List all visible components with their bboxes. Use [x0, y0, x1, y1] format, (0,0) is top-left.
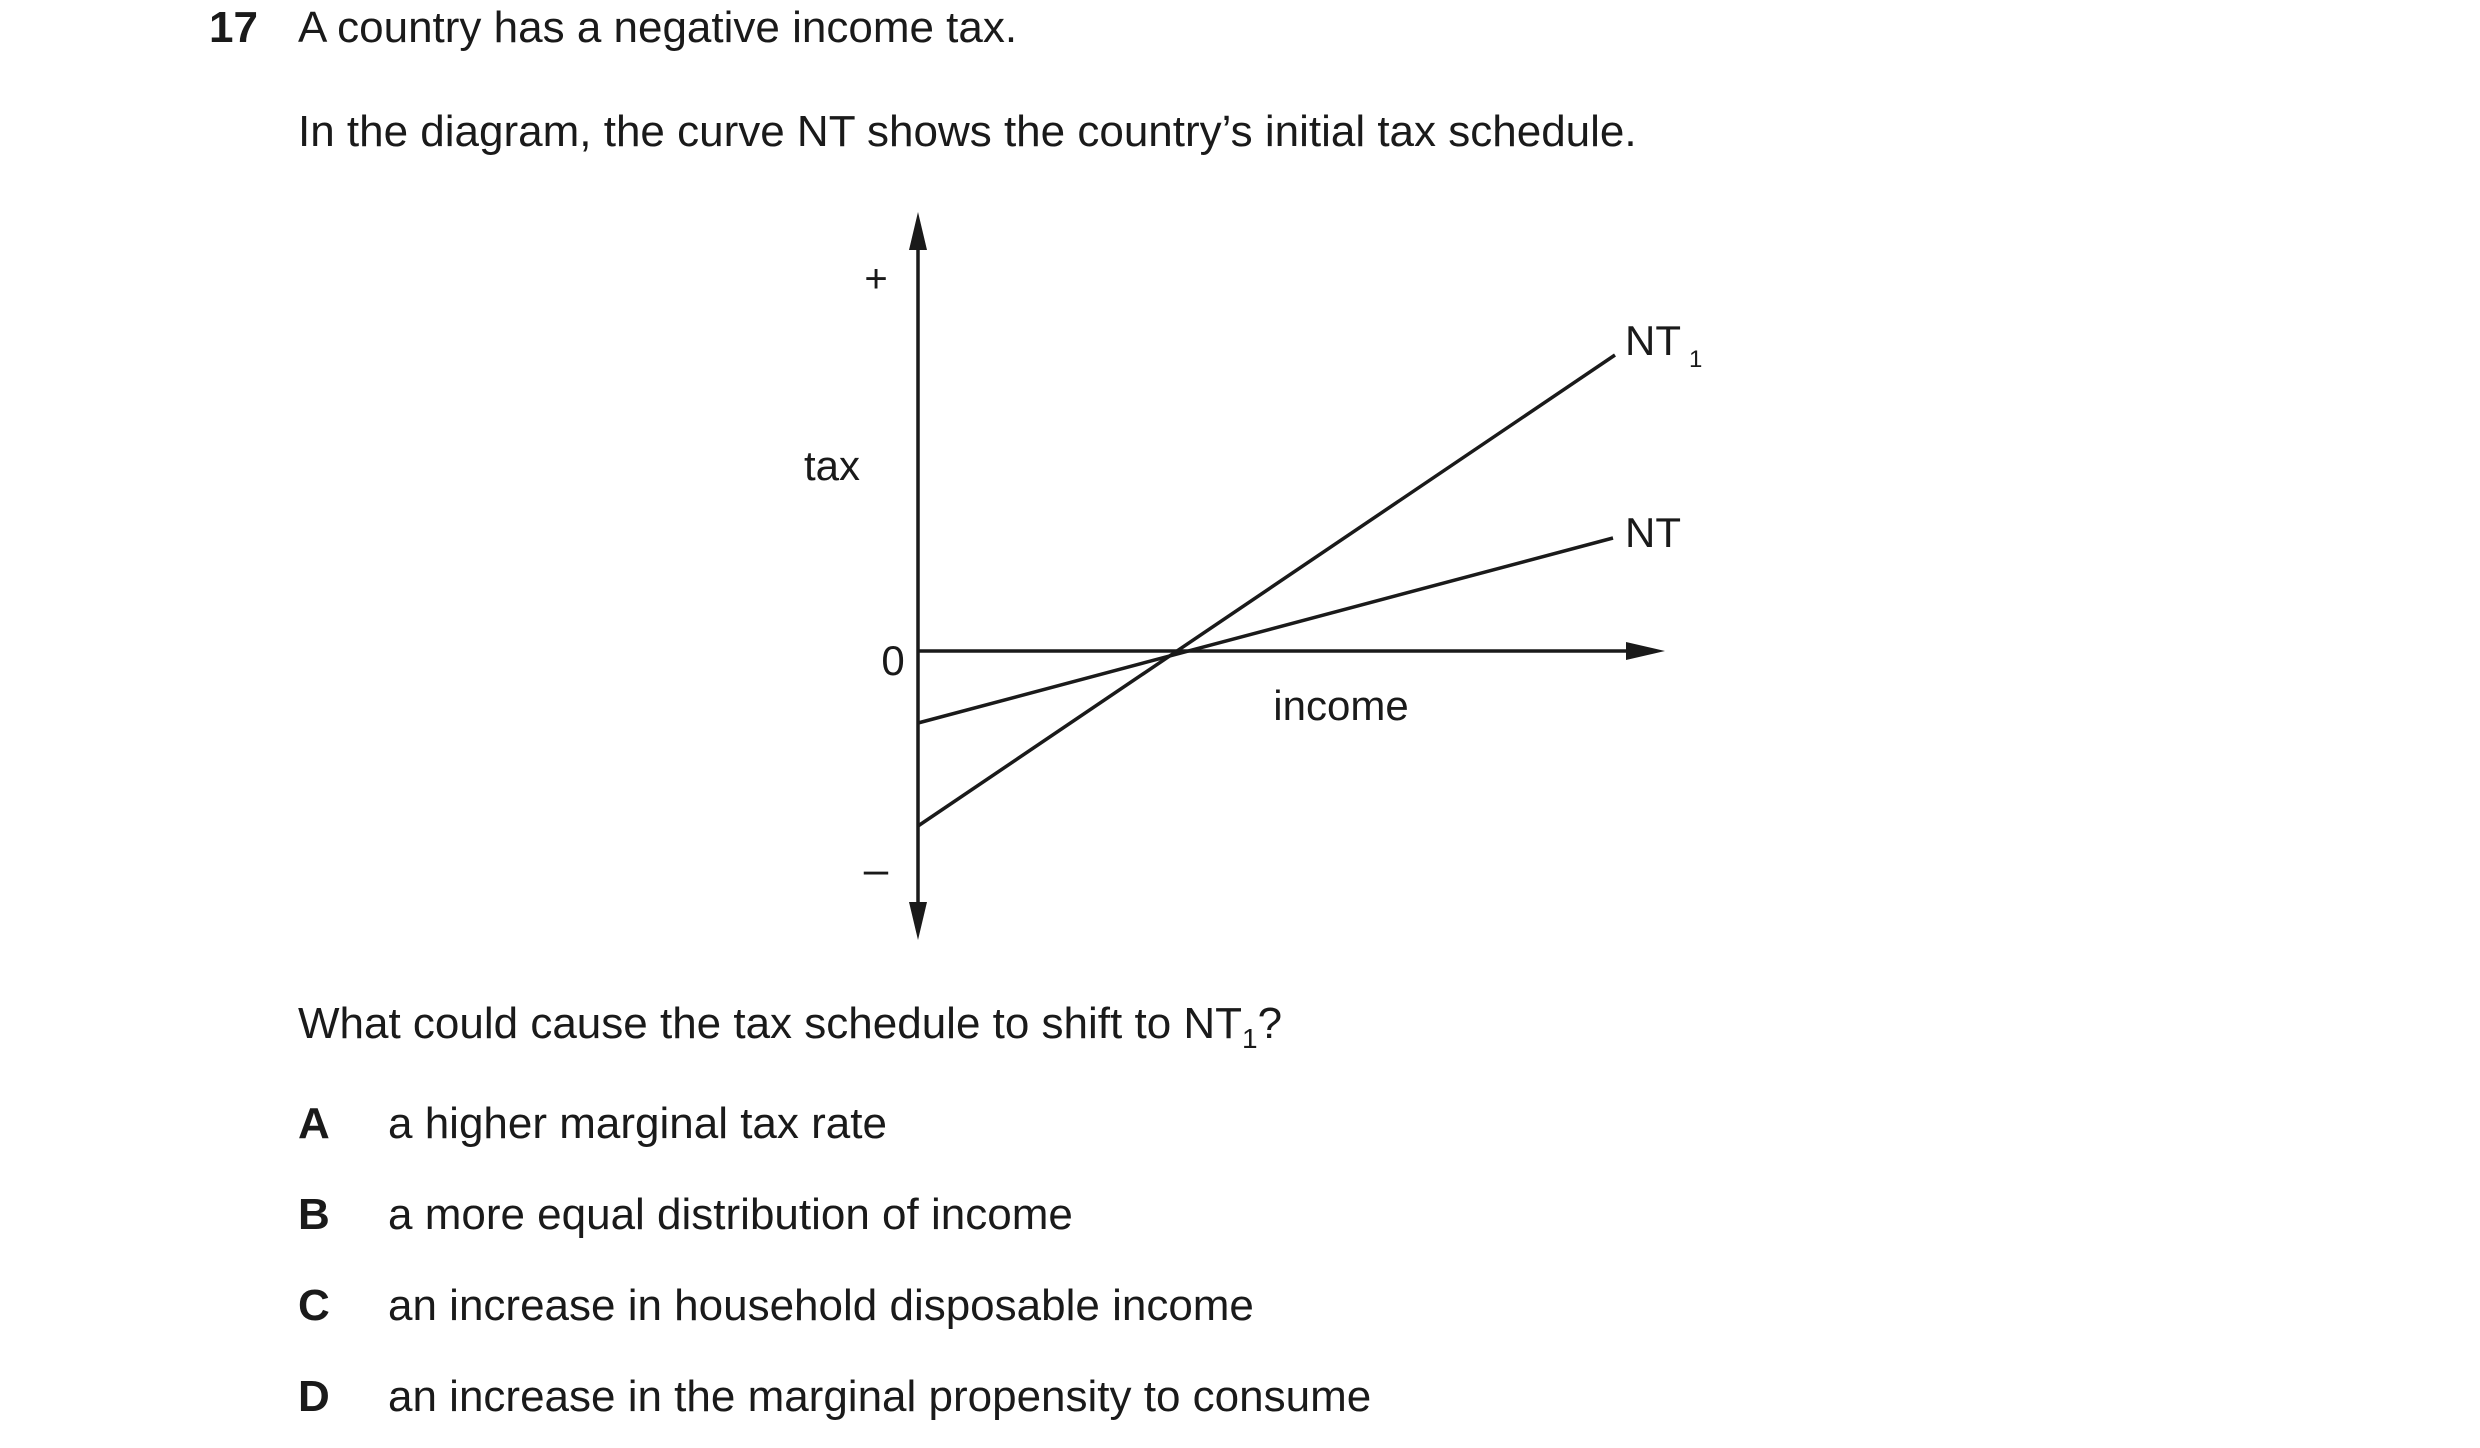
option-text: a more equal distribution of income — [388, 1190, 1073, 1239]
question-stem-line-2: In the diagram, the curve NT shows the country’s initial tax schedule. — [298, 107, 1637, 156]
question-prompt-subscript: 1 — [1242, 1022, 1258, 1054]
question-prompt — [298, 996, 1282, 1052]
question-prompt-text: What could cause the tax schedule to shift to NT — [298, 999, 1243, 1048]
curve-nt-label: NT — [1625, 509, 1681, 556]
option-letter: D — [298, 1372, 330, 1421]
curve-nt1-label: NT — [1625, 317, 1681, 364]
zero-label: 0 — [881, 637, 905, 684]
minus-label: – — [863, 845, 889, 894]
option-letter: A — [298, 1099, 330, 1148]
option-letter: C — [298, 1281, 330, 1330]
question-stem-line-1: A country has a negative income tax. — [298, 3, 1018, 52]
option-text: an increase in household disposable income — [388, 1281, 1254, 1330]
option-text: an increase in the marginal propensity to consume — [388, 1372, 1372, 1421]
curve-nt — [918, 538, 1613, 723]
tax-axis-down-arrow — [909, 902, 927, 940]
income-axis-arrow — [1626, 642, 1665, 660]
tax-axis-up-arrow — [909, 212, 927, 250]
option-letter: B — [298, 1190, 330, 1239]
tax-axis-label: tax — [803, 442, 861, 489]
question-number: 17 — [209, 3, 258, 52]
option-text: a higher marginal tax rate — [388, 1099, 887, 1148]
income-axis-label: income — [1273, 682, 1409, 729]
plus-label: + — [864, 257, 888, 301]
curve-nt1-subscript: 1 — [1689, 346, 1703, 373]
curve-nt1 — [918, 355, 1615, 826]
question-prompt-end: ? — [1257, 999, 1283, 1048]
